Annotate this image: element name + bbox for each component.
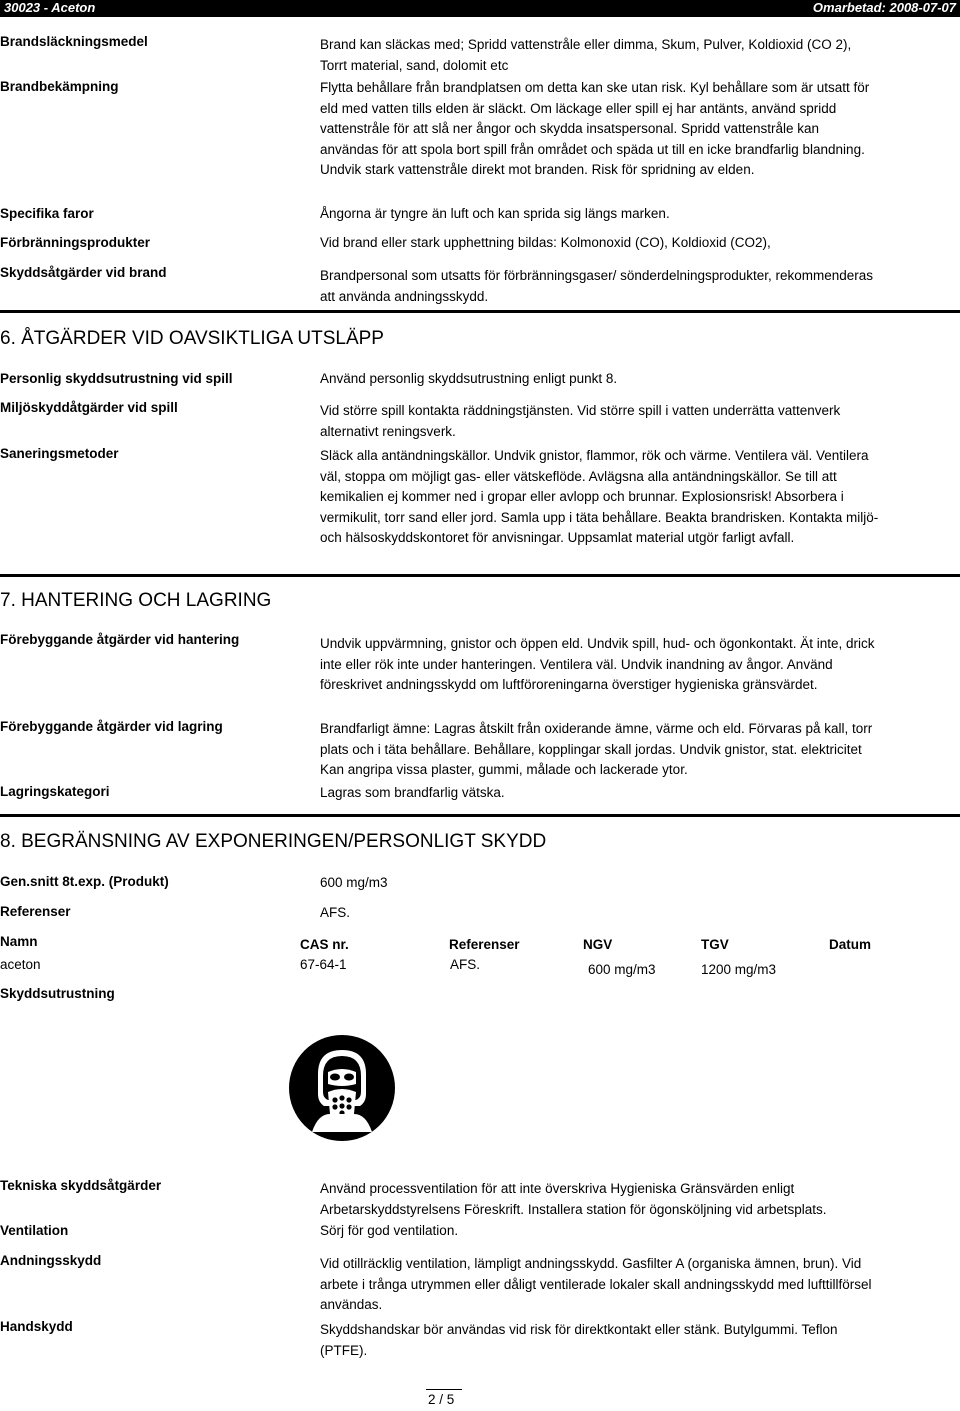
page-number-rule (426, 1389, 462, 1390)
page-number-text: 2 / 5 (428, 1392, 455, 1407)
respirator-mandatory-icon (288, 1034, 396, 1142)
text-miljoskydd: Vid större spill kontakta räddningstjänsten. Vid större spill i vatten underrätta vattenverk alternativt reningsverk. (320, 403, 841, 439)
label-lagringskategori: Lagringskategori (0, 784, 110, 799)
label-handskydd: Handskydd (0, 1319, 73, 1334)
label-lagring: Förebyggande åtgärder vid lagring (0, 719, 223, 734)
label-skyddsatgarder-brand: Skyddsåtgärder vid brand (0, 265, 167, 280)
label-referenser: Referenser (0, 904, 71, 919)
text-brandslackningsmedel: Brand kan släckas med; Spridd vattenstråle eller dimma, Skum, Pulver, Koldioxid (CO 2), Torrt material, sand, dolomit etc (320, 37, 852, 73)
table-header-datum: Datum (829, 937, 872, 952)
table-header-referenser: Referenser (449, 937, 520, 952)
text-hantering: Undvik uppvärmning, gnistor och öppen eld. Undvik spill, hud- och ögonkontakt. Ät inte, drick inte eller rök inte under hanteringen. Ventilera väl. Undvik inandning av ångor. Använd föreskrivet andningsskydd om luftföroreningarna överstiger hygieniska gränsvärdet. (320, 636, 875, 692)
section-divider (0, 574, 960, 577)
section-title-7: 7. HANTERING OCH LAGRING (0, 590, 272, 611)
label-gensnitt: Gen.snitt 8t.exp. (Produkt) (0, 874, 169, 889)
label-andningsskydd: Andningsskydd (0, 1253, 102, 1268)
section-title-6: 6. ÅTGÄRDER VID OAVSIKTLIGA UTSLÄPP (0, 328, 384, 349)
section-divider (0, 310, 960, 313)
revision-date: Omarbetad: 2008-07-07 (812, 0, 956, 15)
page-number (428, 1392, 454, 1407)
text-forbranningsprodukter: Vid brand eller stark upphettning bildas: Kolmonoxid (CO), Koldioxid (CO2), (320, 235, 771, 250)
document-title: 30023 - Aceton (4, 0, 96, 15)
label-ventilation: Ventilation (0, 1223, 69, 1238)
table-cell-referenser: AFS. (450, 957, 481, 972)
text-ventilation: Sörj för god ventilation. (320, 1223, 459, 1238)
label-forbranningsprodukter: Förbränningsprodukter (0, 235, 151, 250)
text-gensnitt: 600 mg/m3 (320, 875, 388, 890)
text-saneringsmetoder: Släck alla antändningskällor. Undvik gnistor, flammor, rök och värme. Ventilera väl. Ventilera väl, stoppa om möjligt gas- eller vätskeflöde. Avlägsna alla antändningskällor. Se till att kemikalien ej kommer ned i gropar eller avlopp och brunnar. Explosionsrisk! Absorbera i vermikulit, torr sand eller jord. Samla upp i täta behållare. Beakta brandrisken. Kontakta miljö- och hälsoskyddskontoret för anvisningar. Uppsamlat material utgör farligt avfall. (320, 448, 879, 545)
table-header-ngv: NGV (583, 937, 613, 952)
label-brandbekampning: Brandbekämpning (0, 79, 119, 94)
table-cell-ngv: 600 mg/m3 (588, 962, 656, 977)
text-andningsskydd: Vid otillräcklig ventilation, lämpligt andningsskydd. Gasfilter A (organiska ämnen, brun). Vid arbete i trånga utrymmen eller dåligt ventilerade lokaler skall andningsskydd med lufttillförsel användas. (320, 1256, 872, 1312)
label-tekniska: Tekniska skyddsåtgärder (0, 1178, 162, 1193)
text-personlig-skyddsutrustning: Använd personlig skyddsutrustning enligt punkt 8. (320, 371, 618, 386)
table-header-cas: CAS nr. (300, 937, 349, 952)
label-miljoskydd: Miljöskyddåtgärder vid spill (0, 400, 178, 415)
text-tekniska: Använd processventilation för att inte överskriva Hygieniska Gränsvärden enligt Arbetarskyddstyrelsens Föreskrift. Installera station för ögonsköljning vid arbetsplats. (320, 1181, 827, 1217)
section-title-8: 8. BEGRÄNSNING AV EXPONERINGEN/PERSONLIGT SKYDD (0, 831, 547, 852)
table-cell-namn: aceton (0, 957, 41, 972)
label-hantering: Förebyggande åtgärder vid hantering (0, 632, 240, 647)
text-specifika-faror: Ångorna är tyngre än luft och kan sprida sig längs marken. (320, 206, 670, 221)
label-saneringsmetoder: Saneringsmetoder (0, 446, 119, 461)
table-cell-tgv: 1200 mg/m3 (701, 962, 777, 977)
text-handskydd: Skyddshandskar bör användas vid risk för direktkontakt eller stänk. Butylgummi. Teflon (PTFE). (320, 1322, 838, 1358)
section-divider (0, 814, 960, 817)
header-bar (0, 0, 960, 17)
text-referenser: AFS. (320, 905, 351, 920)
label-skyddsutrustning: Skyddsutrustning (0, 986, 115, 1001)
label-brandslackningsmedel: Brandsläckningsmedel (0, 34, 148, 49)
table-cell-cas: 67-64-1 (300, 957, 347, 972)
text-skyddsatgarder-brand: Brandpersonal som utsatts för förbränningsgaser/ sönderdelningsprodukter, rekommenderas att använda andningsskydd. (320, 268, 874, 304)
text-lagring: Brandfarligt ämne: Lagras åtskilt från oxiderande ämne, värme och eld. Förvaras på kall, torr plats och i täta behållare. Behållare, kopplingar skall jordas. Undvik gnistor, stat. elektricitet Kan angripa vissa plaster, gummi, målade och lackerade ytor. (320, 721, 873, 777)
table-header-namn: Namn (0, 934, 38, 949)
text-lagringskategori: Lagras som brandfarlig vätska. (320, 785, 505, 800)
label-specifika-faror: Specifika faror (0, 206, 94, 221)
label-personlig-skyddsutrustning: Personlig skyddsutrustning vid spill (0, 371, 233, 386)
text-brandbekampning: Flytta behållare från brandplatsen om detta kan ske utan risk. Kyl behållare som är utsatt för eld med vatten tills elden är släckt. Om läckage eller spill ej har antänts, använd spridd vattenstråle för att slå ner ångor och skydda insatspersonal. Spridd vattenstråle kan användas för att spola bort spill från området och späda ut till en icke brandfarlig blandning. Undvik stark vattenstråle direkt mot branden. Risk för spridning av elden. (320, 80, 870, 177)
table-header-tgv: TGV (701, 937, 729, 952)
